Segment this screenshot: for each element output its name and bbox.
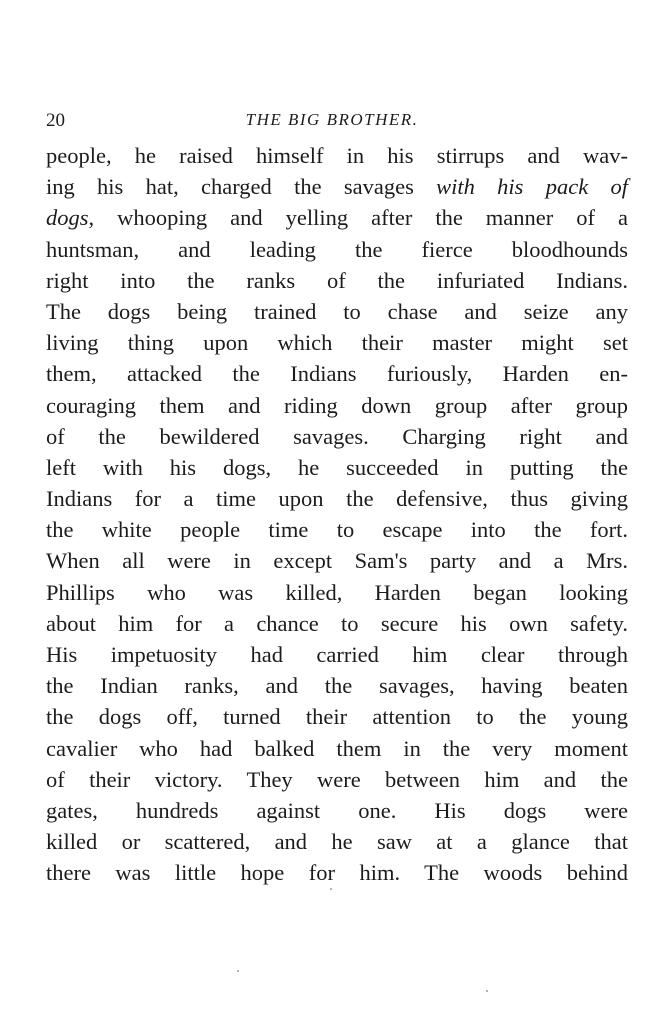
line-text: , whooping and yelling after the manner of a [88,205,628,231]
line-text: living thing upon which their master might set [46,330,628,356]
line-text: them, attacked the Indians furiously, Harden en- [46,361,628,387]
line-text: The dogs being trained to chase and seize any [46,298,628,324]
italic-text: dogs [46,205,89,231]
text-line [46,452,628,483]
line-text: killed or scattered, and he saw at a glance that [46,829,628,855]
text-line [46,296,628,327]
text-line [46,670,628,701]
text-line [46,390,628,421]
line-text: cavalier who had balked them in the very moment [46,735,628,761]
line-text: couraging them and riding down group after group [46,392,628,418]
line-text: When all were in except Sam's party and a Mrs. [46,548,628,574]
text-line [46,733,628,764]
text-line [46,608,628,639]
line-text: of their victory. They were between him and the [46,766,628,792]
line-text: the white people time to escape into the fort. [46,517,628,543]
line-text: people, he raised himself in his stirrups and wav- [46,143,628,168]
line-text: His impetuosity had carried him clear through [46,642,628,667]
line-text: left with his dogs, he succeeded in putting the [46,454,628,480]
scan-speck [237,970,239,972]
line-text: ing his hat, charged the savages [46,174,437,200]
line-text: about him for a chance to secure his own safety. [46,610,628,636]
line-text: the dogs off, turned their attention to the young [46,704,628,730]
italic-text: with his pack of [436,174,628,200]
text-line [46,701,628,732]
line-text: Indians for a time upon the defensive, thus giving [46,486,628,512]
text-line [46,857,628,888]
text-line [46,171,628,202]
text-line [46,358,628,389]
scan-speck [486,990,488,992]
running-title: THE BIG BROTHER. [245,110,419,129]
text-line [46,826,628,857]
text-line [46,202,628,233]
text-line [46,140,628,171]
text-line [46,545,628,576]
text-line [46,265,628,296]
text-line [46,483,628,514]
line-text: huntsman, and leading the fierce bloodhounds [46,236,628,262]
text-line [46,795,628,826]
line-text: gates, hundreds against one. His dogs were [46,797,628,823]
scan-speck [330,888,332,890]
text-line [46,421,628,452]
text-line [46,764,628,795]
text-line [46,639,628,670]
line-text: the Indian ranks, and the savages, having beaten [46,673,628,699]
line-text: right into the ranks of the infuriated Indians. [46,267,628,293]
text-line [46,327,628,358]
line-text: Phillips who was killed, Harden began looking [46,579,628,605]
body-text [46,140,628,889]
text-line [46,514,628,545]
line-text: there was little hope for him. The woods behind [46,860,628,886]
text-line [46,577,628,608]
text-line [46,234,628,265]
page-number: 20 [46,110,65,131]
line-text: of the bewildered savages. Charging right and [46,423,628,449]
